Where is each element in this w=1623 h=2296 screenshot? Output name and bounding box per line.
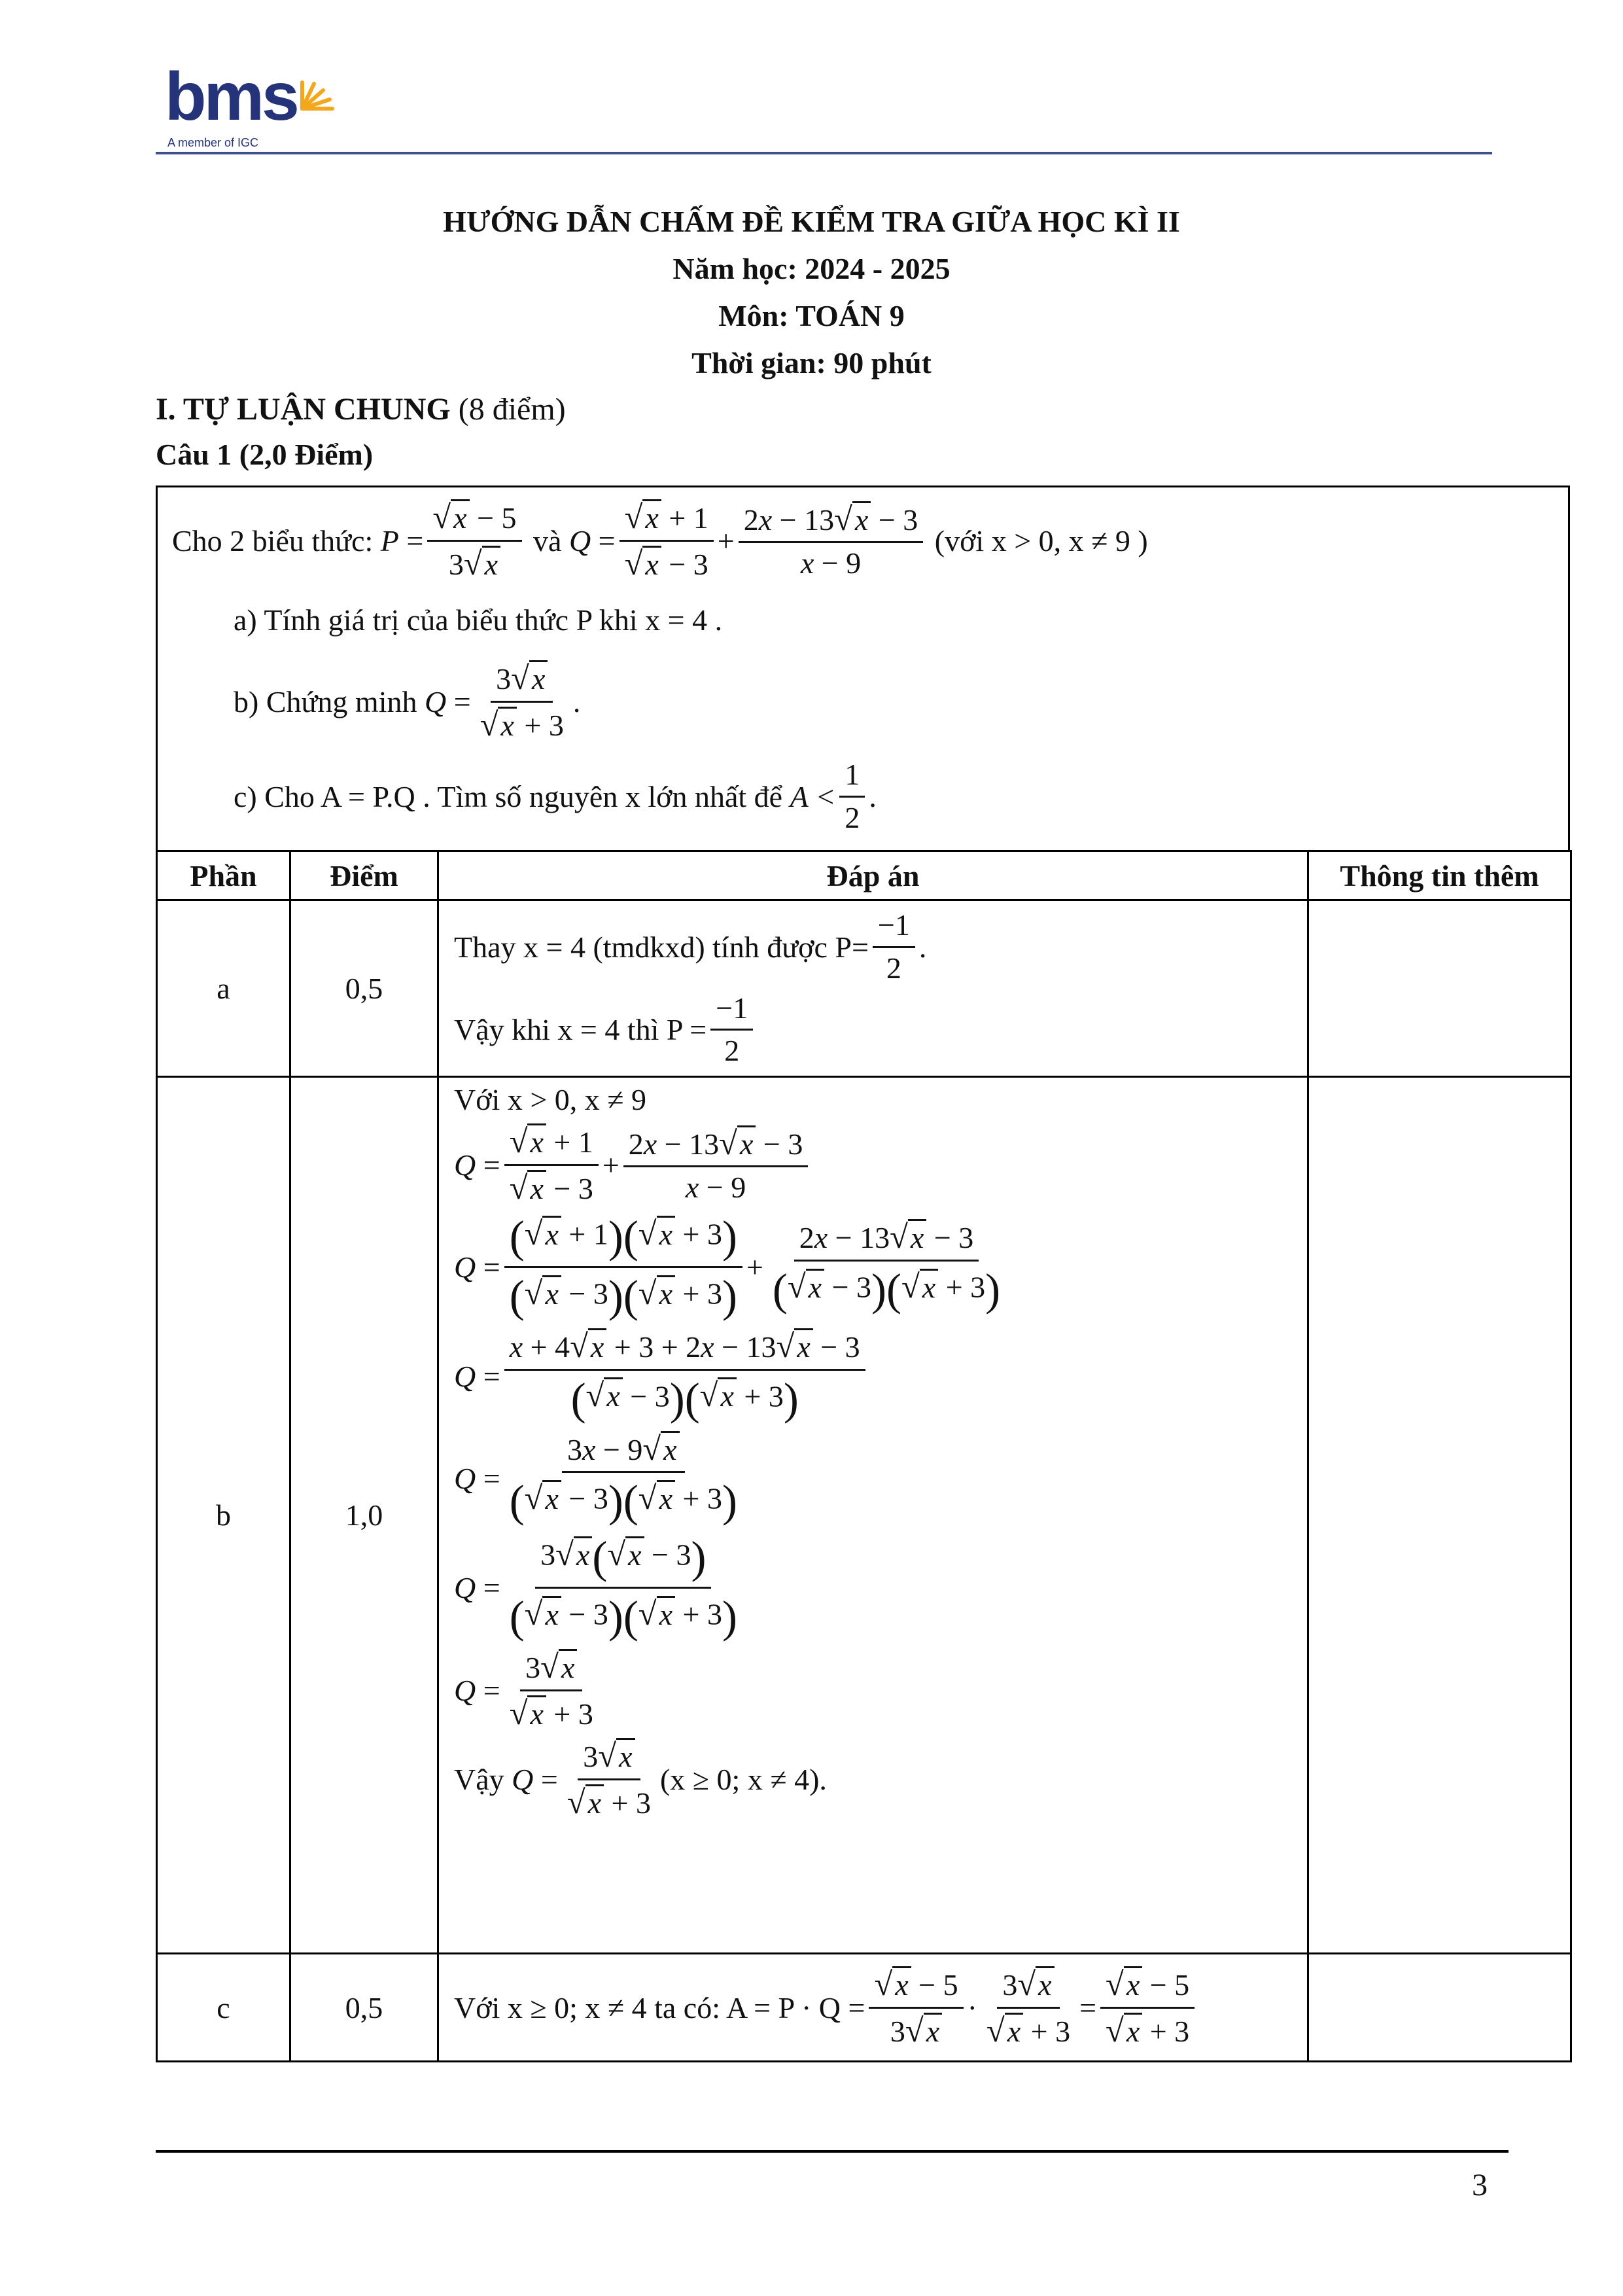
problem-statement [156, 486, 1570, 852]
section-heading: I. TỰ LUẬN CHUNG (8 điểm) [156, 392, 566, 427]
header-notes: Thông tin thêm [1308, 851, 1571, 900]
row-a-score: 0,5 [290, 900, 438, 1077]
row-a-notes [1308, 900, 1571, 1077]
footer-divider [156, 2150, 1509, 2153]
row-a-answer: Thay x = 4 (tmdkxd) tính được P= $\frac{-1}{2}$ . Vậy khi x = 4 thì P = $\frac{-1}{2}$ [438, 900, 1308, 1077]
logo-tagline: A member of IGC [167, 136, 259, 149]
table-header-row [157, 851, 1571, 900]
document-title: HƯỚNG DẪN CHẤM ĐỀ KIỂM TRA GIỮA HỌC KÌ II [443, 205, 1180, 238]
answer-table [156, 850, 1572, 2062]
row-c-score: 0,5 [290, 1954, 438, 2062]
header-answer: Đáp án [438, 851, 1308, 900]
problem-expressions: Cho 2 biểu thức: P = $\frac{√x - 5}{3√x}$ và Q = $\frac{√x + 1}{√x - 3}$ + $\frac{2x - 13√x - 3}{x - 9}$ (với x > 0, x ≠ 9 ) [172, 499, 1148, 582]
row-a-part: a [157, 900, 290, 1077]
table-row [157, 1954, 1571, 2062]
subject: Môn: TOÁN 9 [718, 299, 905, 332]
row-c-part: c [157, 1954, 290, 2062]
page-number: 3 [1472, 2168, 1488, 2202]
row-c-answer: Với x ≥ 0; x ≠ 4 ta có: A = P · Q = $\frac{√x - 5}{3√x}$ · $\frac{3√x}{√x + 3}$ = $\frac{√x - 5}{√x + 3}$ [438, 1954, 1308, 2062]
problem-part-c: c) Cho A = P.Q . Tìm số nguyên x lớn nhất để A < $\frac{1}{2}$ . [234, 758, 877, 834]
row-b-score: 1,0 [290, 1077, 438, 1954]
row-b-part: b [157, 1077, 290, 1954]
table-row [157, 900, 1571, 1077]
bms-logo [165, 59, 335, 154]
row-b-answer: Với x > 0, x ≠ 9 Q = $\frac{√x + 1}{√x - 3}$ + $\frac{2x - 13√x - 3}{x - 9}$ Q = $\frac{(√x + 1)(√x + 3)}{(√x - 3)(√x + 3)}$ + $\frac{2x - 13√x - 3}{(√x - 3)(√x + 3)}$ Q = $\frac{x + 4√x + 3 + 2x - 13√x - 3}{(√x - 3)(√x + 3)}$ Q = $\frac{3x - 9√x}{(√x - 3)(√x + 3)}$ Q = $\frac{3√x(√x - 3)}{(√x - 3)(√x + 3)}$ Q = $\frac{3√x}{√x + 3}$ Vậy Q = $\frac{3√x}{√x + 3}$ (x ≥ 0; x ≠ 4). [438, 1077, 1308, 1954]
table-row [157, 1077, 1571, 1954]
problem-part-b: b) Chứng minh Q = $\frac{3√x}{√x + 3}$ . [234, 660, 581, 743]
header-score: Điểm [290, 851, 438, 900]
row-b-notes [1308, 1077, 1571, 1954]
school-year: Năm học: 2024 - 2025 [672, 252, 951, 285]
logo-wordmark: bms [165, 59, 297, 135]
problem-part-a: a) Tính giá trị của biểu thức P khi x = 4 . [234, 603, 723, 637]
exam-duration: Thời gian: 90 phút [691, 346, 932, 380]
header-divider [156, 152, 1492, 154]
row-c-notes [1308, 1954, 1571, 2062]
header-part: Phần [157, 851, 290, 900]
question-heading: Câu 1 (2,0 Điểm) [156, 438, 374, 471]
sun-icon [289, 63, 341, 115]
